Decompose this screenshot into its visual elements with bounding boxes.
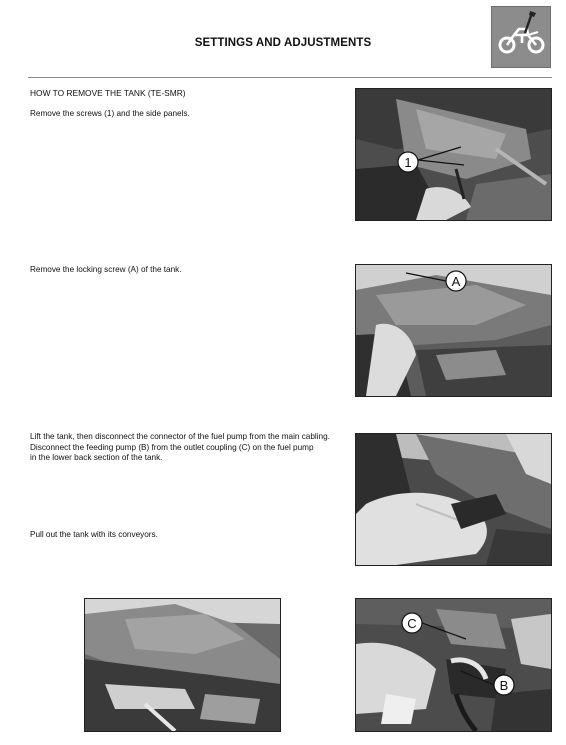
motorcycle-wrench-icon [491, 6, 551, 68]
callout-c: C [407, 616, 417, 631]
step-disconnect-line: Disconnect the feeding pump (B) from the outlet coupling (C) on the fuel pump [30, 442, 314, 452]
photo-tank-locking-screw [355, 264, 552, 397]
callout-a: A [451, 274, 461, 289]
photo-fuel-pump-coupling [355, 598, 552, 732]
photo-hand-lifting-tank [355, 433, 552, 566]
callout-1: 1 [404, 155, 412, 170]
step-remove-screws-text: Remove the screws (1) and the side panels. [30, 109, 190, 118]
photo-side-panel-screws [355, 88, 552, 221]
step-disconnect-pump-text [30, 432, 350, 464]
callout-b: B [499, 678, 509, 693]
step-disconnect-line: Lift the tank, then disconnect the connector of the fuel pump from the main cabling. [30, 432, 330, 441]
photo-tank-removed [84, 598, 281, 732]
step-disconnect-line: in the lower back section of the tank. [30, 453, 163, 463]
step-remove-locking-screw-text: Remove the locking screw (A) of the tank. [30, 265, 182, 274]
section-heading: HOW TO REMOVE THE TANK (TE-SMR) [30, 88, 186, 98]
header-divider [28, 77, 552, 78]
step-pull-out-tank-text: Pull out the tank with its conveyors. [30, 530, 158, 539]
page-title: SETTINGS AND ADJUSTMENTS [194, 37, 372, 49]
